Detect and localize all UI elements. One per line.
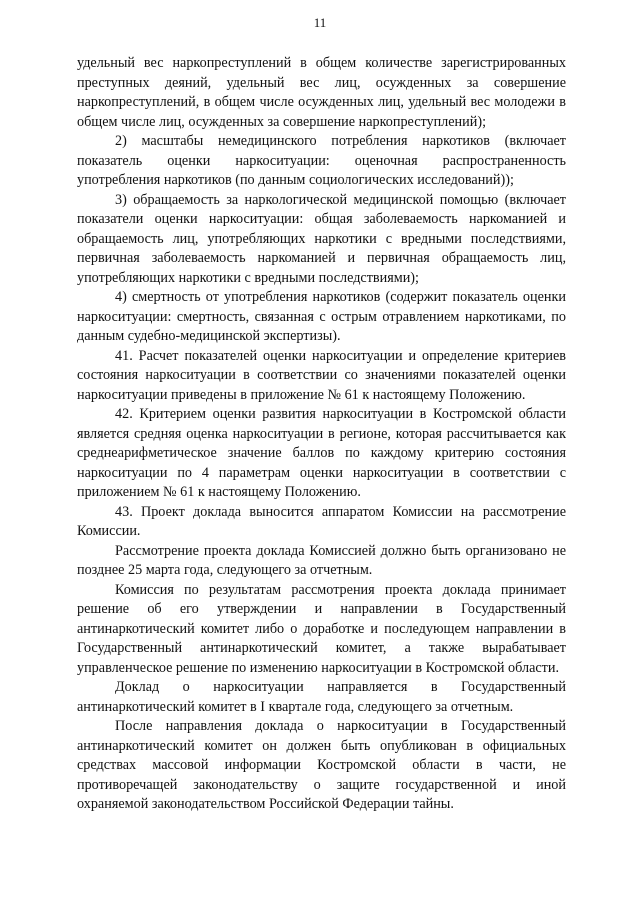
paragraph-review-deadline: Рассмотрение проекта доклада Комиссией должно быть организовано не позднее 25 марта года, следующего за отчетным. — [77, 542, 566, 578]
paragraph-mortality: 4) смертность от употребления наркотиков (содержит показатель оценки наркоситуации: смертность, связанная с острым отравлением наркотиками, по данным судебно-медицинской экспертизы). — [77, 289, 566, 344]
paragraph-publication: После направления доклада о наркоситуации в Государственный антинаркотический комитет он должен быть опубликован в официальных средствах массовой информации Костромской области в части, не противоречащей законодательству о защите государственной и иной охраняемой законодательством Российской Федерации тайны. — [77, 718, 566, 812]
paragraph-medical-help: 3) обращаемость за наркологической медицинской помощью (включает показатели оценки наркоситуации: общая заболеваемость наркоманией и обращаемость лиц, употребляющих наркотики с вредными последствиями, первичная заболеваемость наркоманией и первичная обращаемость лиц, употребляющих наркотики с вредными последствиями); — [77, 191, 566, 286]
paragraph-clause-43: 43. Проект доклада выносится аппаратом Комиссии на рассмотрение Комиссии. — [77, 503, 566, 539]
paragraph-report-submission: Доклад о наркоситуации направляется в Государственный антинаркотический комитет в I квартале года, следующего за отчетным. — [77, 679, 566, 715]
paragraph-clause-41: 41. Расчет показателей оценки наркоситуации и определение критериев состояния наркоситуации в соответствии со значениями показателей оценки наркоситуации приведены в приложение № 61 к настоящему Положению. — [77, 347, 566, 403]
paragraph-offense-share: удельный вес наркопреступлений в общем количестве зарегистрированных преступных деяний, удельный вес лиц, осужденных за совершение наркопреступлений, в общем числе осужденных лиц, удельный вес молодежи в общем числе лиц, осужденных за совершение наркопреступлений); — [77, 55, 566, 130]
paragraph-commission-decision: Комиссия по результатам рассмотрения проекта доклада принимает решение об его утверждении и направлении в Государственный антинаркотический комитет либо о доработке и последующем направлении в Государственный антинаркотический комитет, а также вырабатывает управленческое решение по изменению наркоситуации в Костромской области. — [77, 581, 566, 676]
paragraph-clause-42: 42. Критерием оценки развития наркоситуации в Костромской области является средняя оценка наркоситуации в регионе, которая рассчитывается как среднеарифметическое значение баллов по каждому критерию состояния наркоситуации по 4 параметрам оценки наркоситуации в соответствии с приложением № 61 к настоящему Положению. — [77, 406, 566, 500]
page-number: 11 — [313, 15, 327, 30]
paragraph-non-medical-use: 2) масштабы немедицинского потребления наркотиков (включает показатель оценки наркоситуации: оценочная распространенность употребления наркотиков (по данным социологических исследований)); — [77, 133, 566, 188]
document-body — [77, 54, 566, 815]
